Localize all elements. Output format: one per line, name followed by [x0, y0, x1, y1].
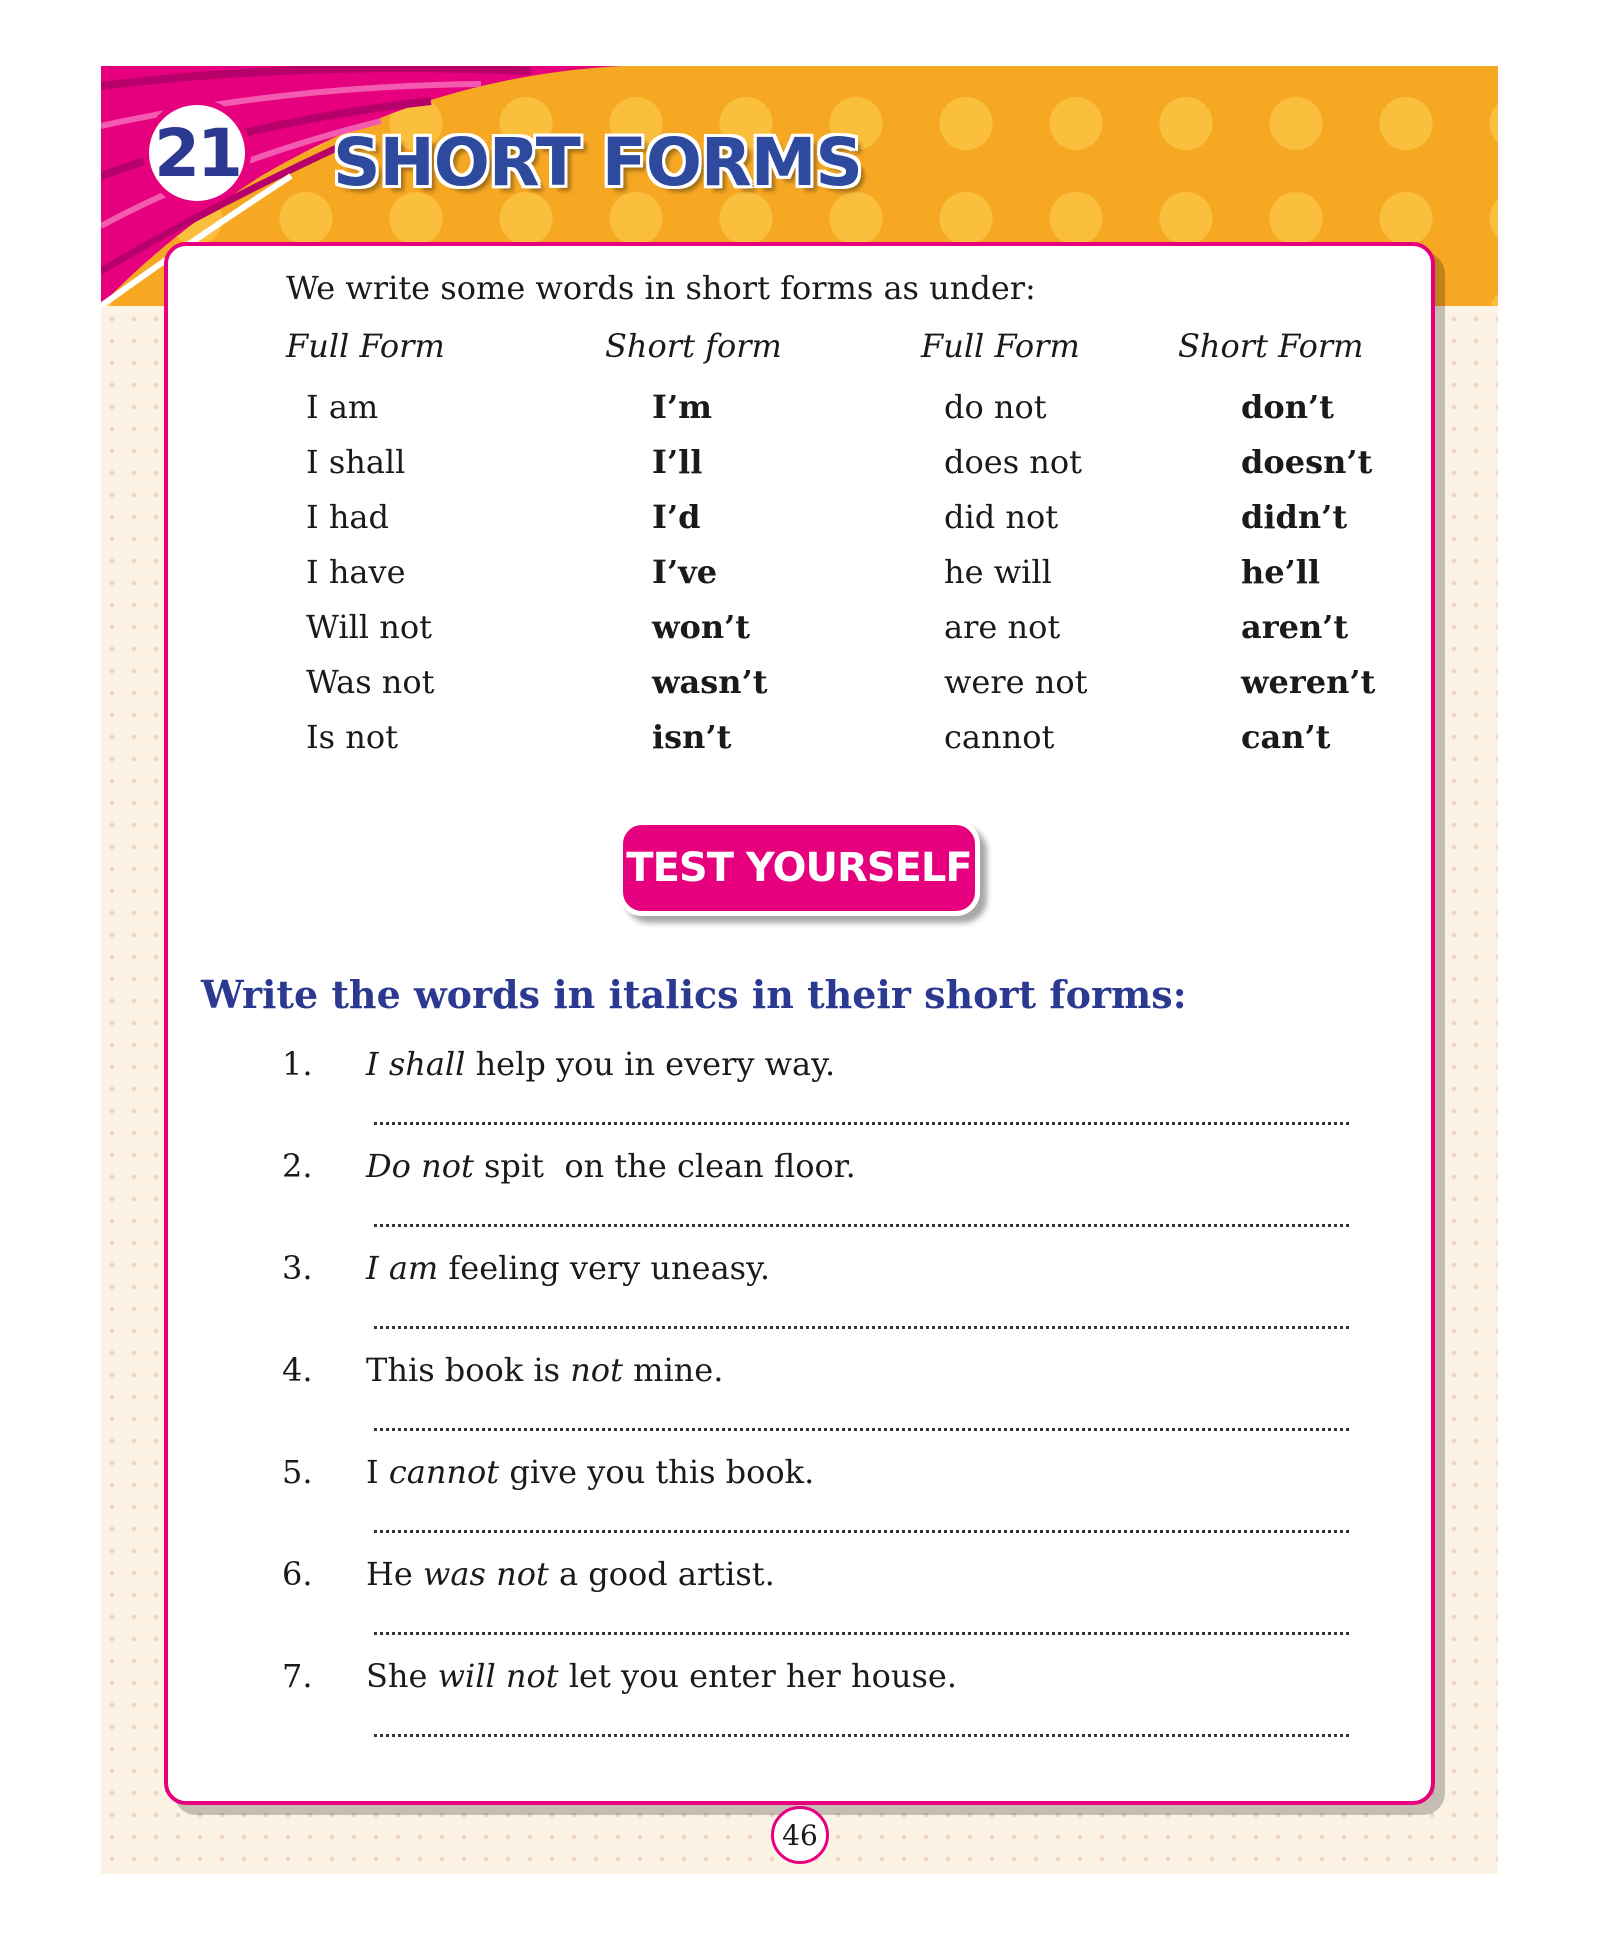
chapter-number-badge: 21 — [143, 99, 251, 207]
answer-line[interactable] — [374, 1530, 1349, 1533]
question-text — [366, 1453, 815, 1491]
header-short-form-left: Short form — [605, 327, 782, 365]
short-form-cell: weren’t — [1241, 663, 1376, 701]
short-form-cell: I’d — [652, 498, 701, 536]
page-number: 46 — [771, 1806, 829, 1864]
full-form-cell: cannot — [944, 718, 1055, 756]
short-form-cell: didn’t — [1241, 498, 1348, 536]
header-full-form-right: Full Form — [921, 327, 1080, 365]
plain-text: help you in every way. — [465, 1045, 836, 1083]
question-number: 7. — [282, 1657, 313, 1695]
answer-line[interactable] — [374, 1428, 1349, 1431]
full-form-cell: were not — [944, 663, 1088, 701]
question-number: 3. — [282, 1249, 313, 1287]
short-form-cell: won’t — [652, 608, 751, 646]
plain-text: spit on the clean floor. — [473, 1147, 856, 1185]
full-form-cell: Is not — [306, 718, 398, 756]
full-form-cell: I had — [306, 498, 389, 536]
plain-text: mine. — [622, 1351, 724, 1389]
question-text — [366, 1657, 957, 1695]
question-number: 5. — [282, 1453, 313, 1491]
italic-phrase: will not — [437, 1657, 559, 1695]
plain-text: give you this book. — [499, 1453, 815, 1491]
header-full-form-left: Full Form — [286, 327, 445, 365]
question-text — [366, 1351, 724, 1389]
answer-line[interactable] — [374, 1224, 1349, 1227]
italic-phrase: I shall — [366, 1045, 466, 1083]
short-form-cell: don’t — [1241, 388, 1334, 426]
full-form-cell: do not — [944, 388, 1047, 426]
italic-phrase: cannot — [388, 1453, 500, 1491]
short-form-cell: doesn’t — [1241, 443, 1373, 481]
full-form-cell: I have — [306, 553, 406, 591]
short-form-cell: he’ll — [1241, 553, 1321, 591]
full-form-cell: I shall — [306, 443, 406, 481]
italic-phrase: Do not — [366, 1147, 474, 1185]
full-form-cell: did not — [944, 498, 1059, 536]
plain-text: let you enter her house. — [558, 1657, 957, 1695]
question-text — [366, 1249, 771, 1287]
short-form-cell: can’t — [1241, 718, 1331, 756]
exercise-instruction: Write the words in italics in their short forms: — [201, 972, 1187, 1017]
plain-text: He — [366, 1555, 424, 1593]
question-text — [366, 1147, 856, 1185]
plain-text: I — [366, 1453, 389, 1491]
header-short-form-right: Short Form — [1178, 327, 1364, 365]
full-form-cell: Will not — [306, 608, 432, 646]
full-form-cell: he will — [944, 553, 1052, 591]
plain-text: This book is — [366, 1351, 571, 1389]
italic-phrase: I am — [366, 1249, 439, 1287]
short-form-cell: I’m — [652, 388, 712, 426]
question-number: 2. — [282, 1147, 313, 1185]
full-form-cell: does not — [944, 443, 1083, 481]
plain-text: feeling very uneasy. — [438, 1249, 771, 1287]
answer-line[interactable] — [374, 1326, 1349, 1329]
full-form-cell: are not — [944, 608, 1061, 646]
italic-phrase: was not — [423, 1555, 549, 1593]
full-form-cell: I am — [306, 388, 379, 426]
question-number: 4. — [282, 1351, 313, 1389]
full-form-cell: Was not — [306, 663, 435, 701]
question-number: 6. — [282, 1555, 313, 1593]
short-form-cell: I’ve — [652, 553, 718, 591]
answer-line[interactable] — [374, 1632, 1349, 1635]
answer-line[interactable] — [374, 1122, 1349, 1125]
short-form-cell: aren’t — [1241, 608, 1349, 646]
answer-line[interactable] — [374, 1734, 1349, 1737]
short-form-cell: isn’t — [652, 718, 732, 756]
test-yourself-button[interactable]: TEST YOURSELF — [618, 820, 980, 916]
intro-text: We write some words in short forms as under: — [286, 269, 1036, 307]
question-number: 1. — [282, 1045, 313, 1083]
short-form-cell: I’ll — [652, 443, 703, 481]
question-text — [366, 1555, 775, 1593]
short-form-cell: wasn’t — [652, 663, 768, 701]
question-text — [366, 1045, 836, 1083]
chapter-title: SHORT FORMS — [333, 124, 862, 201]
plain-text: a good artist. — [548, 1555, 775, 1593]
plain-text: She — [366, 1657, 438, 1695]
italic-phrase: not — [570, 1351, 623, 1389]
